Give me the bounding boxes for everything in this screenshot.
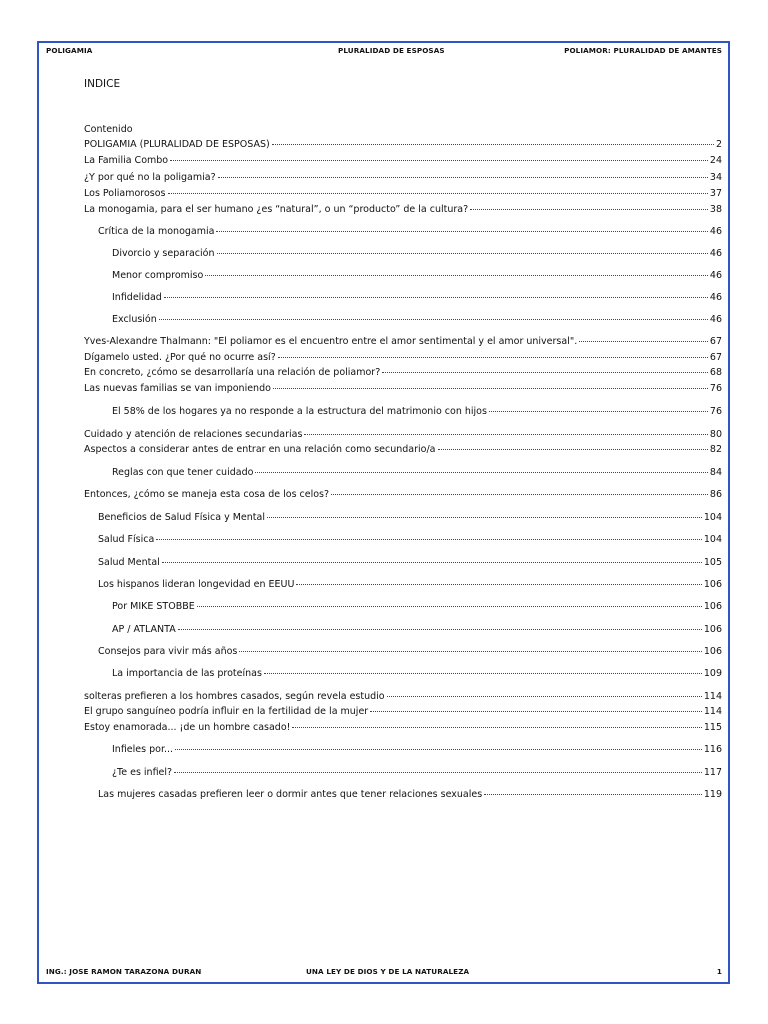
contents-label: Contenido xyxy=(84,124,133,135)
toc-leader xyxy=(159,319,708,320)
toc-entry-title: Cuidado y atención de relaciones secundarias xyxy=(84,429,303,440)
toc-entry-title: Estoy enamorada... ¡de un hombre casado! xyxy=(84,722,291,733)
toc-entry-page: 114 xyxy=(703,706,722,717)
toc-entry-title: Divorcio y separación xyxy=(112,248,215,259)
toc-entry-title: En concreto, ¿cómo se desarrollaría una relación de poliamor? xyxy=(84,367,381,378)
toc-leader xyxy=(370,711,702,712)
toc-entry-page: 106 xyxy=(703,646,722,657)
toc-leader xyxy=(296,584,701,585)
toc-leader xyxy=(168,193,708,194)
toc-entry[interactable] xyxy=(98,226,722,238)
toc-entry[interactable] xyxy=(112,248,722,260)
toc-leader xyxy=(470,209,708,210)
toc-entry-title: ¿Y por qué no la poligamia? xyxy=(84,172,216,183)
toc-leader xyxy=(217,253,708,254)
toc-entry[interactable] xyxy=(112,624,722,636)
toc-entry-title: ¿Te es infiel? xyxy=(112,767,173,778)
toc-entry-title: Salud Física xyxy=(98,534,155,545)
toc-entry-title: Infieles por... xyxy=(112,744,174,755)
toc-entry-page: 104 xyxy=(703,512,722,523)
toc-entry[interactable] xyxy=(84,706,722,718)
toc-entry-page: 38 xyxy=(709,204,722,215)
toc-entry-title: Aspectos a considerar antes de entrar en una relación como secundario/a xyxy=(84,444,436,455)
toc-entry-title: Salud Mental xyxy=(98,557,160,568)
toc-entry-page: 86 xyxy=(709,489,722,500)
toc-entry-page: 117 xyxy=(703,767,722,778)
toc-entry-page: 109 xyxy=(703,668,722,679)
toc-entry-page: 104 xyxy=(703,534,722,545)
toc-entry-title: Consejos para vivir más años xyxy=(98,646,238,657)
toc-entry-page: 46 xyxy=(709,292,722,303)
toc-entry[interactable] xyxy=(84,429,722,441)
toc-entry-page: 46 xyxy=(709,270,722,281)
toc-entry[interactable] xyxy=(112,601,722,613)
toc-entry-title: Entonces, ¿cómo se maneja esta cosa de los celos? xyxy=(84,489,330,500)
toc-leader xyxy=(218,177,708,178)
toc-entry-page: 106 xyxy=(703,579,722,590)
toc-leader xyxy=(162,562,702,563)
footer-author-text: ING.: JOSE RAMON TARAZONA DURAN xyxy=(46,967,202,976)
toc-leader xyxy=(170,160,708,161)
toc-entry[interactable] xyxy=(98,534,722,546)
toc-entry-title: La Familia Combo xyxy=(84,155,169,166)
toc-entry[interactable] xyxy=(112,668,722,680)
toc-entry[interactable] xyxy=(98,646,722,658)
toc-entry-page: 46 xyxy=(709,314,722,325)
toc-entry[interactable] xyxy=(84,139,722,151)
toc-entry[interactable] xyxy=(98,512,722,524)
toc-leader xyxy=(178,629,702,630)
toc-leader xyxy=(438,449,708,450)
toc-entry-title: Las mujeres casadas prefieren leer o dormir antes que tener relaciones sexuales xyxy=(98,789,483,800)
toc-entry[interactable] xyxy=(112,270,722,282)
toc-leader xyxy=(382,372,708,373)
toc-entry-title: La monogamia, para el ser humano ¿es “natural”, o un “producto” de la cultura? xyxy=(84,204,469,215)
toc-entry[interactable] xyxy=(84,722,722,734)
toc-entry[interactable] xyxy=(84,691,722,703)
toc-leader xyxy=(273,388,708,389)
toc-entry[interactable] xyxy=(112,744,722,756)
toc-entry-page: 24 xyxy=(709,155,722,166)
toc-leader xyxy=(272,144,714,145)
toc-entry[interactable] xyxy=(98,579,722,591)
toc-entry[interactable] xyxy=(98,557,722,569)
toc-entry-page: 105 xyxy=(703,557,722,568)
toc-leader xyxy=(197,606,702,607)
toc-leader xyxy=(174,772,702,773)
toc-entry-page: 67 xyxy=(709,352,722,363)
header-left-text: POLIGAMIA xyxy=(46,46,93,55)
toc-entry-page: 119 xyxy=(703,789,722,800)
toc-entry[interactable] xyxy=(84,336,722,348)
toc-entry-title: El 58% de los hogares ya no responde a la estructura del matrimonio con hijos xyxy=(112,406,487,417)
toc-entry[interactable] xyxy=(84,204,722,216)
toc-entry[interactable] xyxy=(112,292,722,304)
toc-leader xyxy=(292,727,701,728)
toc-entry-page: 84 xyxy=(709,467,722,478)
toc-entry-title: Por MIKE STOBBE xyxy=(112,601,195,612)
toc-entry[interactable] xyxy=(84,444,722,456)
toc-leader xyxy=(579,341,708,342)
toc-entry-page: 76 xyxy=(709,383,722,394)
toc-entry[interactable] xyxy=(84,188,722,200)
header-center-text: PLURALIDAD DE ESPOSAS xyxy=(338,46,445,55)
toc-leader xyxy=(156,539,702,540)
toc-leader xyxy=(387,696,702,697)
toc-leader xyxy=(489,411,708,412)
toc-entry[interactable] xyxy=(84,367,722,379)
toc-leader xyxy=(304,434,707,435)
toc-leader xyxy=(216,231,707,232)
toc-entry[interactable] xyxy=(98,789,722,801)
toc-entry[interactable] xyxy=(84,383,722,395)
toc-entry-title: Los hispanos lideran longevidad en EEUU xyxy=(98,579,295,590)
index-title: INDICE xyxy=(84,78,121,90)
toc-entry-page: 115 xyxy=(703,722,722,733)
toc-entry[interactable] xyxy=(112,467,722,479)
toc-entry-title: Las nuevas familias se van imponiendo xyxy=(84,383,271,394)
page-number: 1 xyxy=(716,967,722,976)
toc-entry-title: Los Poliamorosos xyxy=(84,188,166,199)
toc-leader xyxy=(239,651,701,652)
toc-entry-page: 76 xyxy=(709,406,722,417)
toc-entry-title: AP / ATLANTA xyxy=(112,624,176,635)
toc-leader xyxy=(205,275,708,276)
toc-entry[interactable] xyxy=(84,172,722,184)
toc-entry-page: 82 xyxy=(709,444,722,455)
toc-entry-page: 46 xyxy=(709,226,722,237)
toc-entry-title: Beneficios de Salud Física y Mental xyxy=(98,512,265,523)
toc-leader xyxy=(484,794,702,795)
toc-leader xyxy=(278,357,708,358)
toc-entry[interactable] xyxy=(84,352,722,364)
toc-entry[interactable] xyxy=(112,314,722,326)
toc-entry-title: Exclusión xyxy=(112,314,157,325)
toc-entry-title: Crítica de la monogamia xyxy=(98,226,215,237)
toc-leader xyxy=(264,673,702,674)
toc-entry-page: 114 xyxy=(703,691,722,702)
toc-entry-title: Reglas con que tener cuidado xyxy=(112,467,254,478)
toc-entry[interactable] xyxy=(112,767,722,779)
toc-entry-page: 2 xyxy=(715,139,722,150)
toc-leader xyxy=(267,517,702,518)
toc-leader xyxy=(255,472,707,473)
toc-entry-page: 68 xyxy=(709,367,722,378)
toc-entry-page: 67 xyxy=(709,336,722,347)
toc-entry-page: 46 xyxy=(709,248,722,259)
header-right-text: POLIAMOR: PLURALIDAD DE AMANTES xyxy=(564,46,722,55)
toc-entry[interactable] xyxy=(84,489,722,501)
toc-entry-page: 80 xyxy=(709,429,722,440)
toc-entry-title: La importancia de las proteínas xyxy=(112,668,262,679)
toc-entry-page: 34 xyxy=(709,172,722,183)
toc-entry-title: Yves-Alexandre Thalmann: "El poliamor es el encuentro entre el amor sentimental y el amor universal". xyxy=(84,336,578,347)
toc-entry-title: El grupo sanguíneo podría influir en la fertilidad de la mujer xyxy=(84,706,369,717)
toc-entry[interactable] xyxy=(112,406,722,418)
toc-entry-title: Dígamelo usted. ¿Por qué no ocurre así? xyxy=(84,352,276,363)
toc-leader xyxy=(164,297,708,298)
toc-entry-title: solteras prefieren a los hombres casados, según revela estudio xyxy=(84,691,385,702)
toc-entry-page: 37 xyxy=(709,188,722,199)
toc-entry-title: Menor compromiso xyxy=(112,270,204,281)
toc-entry-title: POLIGAMIA (PLURALIDAD DE ESPOSAS) xyxy=(84,139,270,150)
toc-entry-page: 116 xyxy=(703,744,722,755)
toc-entry-title: Infidelidad xyxy=(112,292,162,303)
toc-leader xyxy=(175,749,702,750)
toc-entry-page: 106 xyxy=(703,624,722,635)
toc-leader xyxy=(331,494,708,495)
toc-entry-page: 106 xyxy=(703,601,722,612)
toc-entry[interactable] xyxy=(84,155,722,167)
footer-center-text: UNA LEY DE DIOS Y DE LA NATURALEZA xyxy=(306,967,470,976)
